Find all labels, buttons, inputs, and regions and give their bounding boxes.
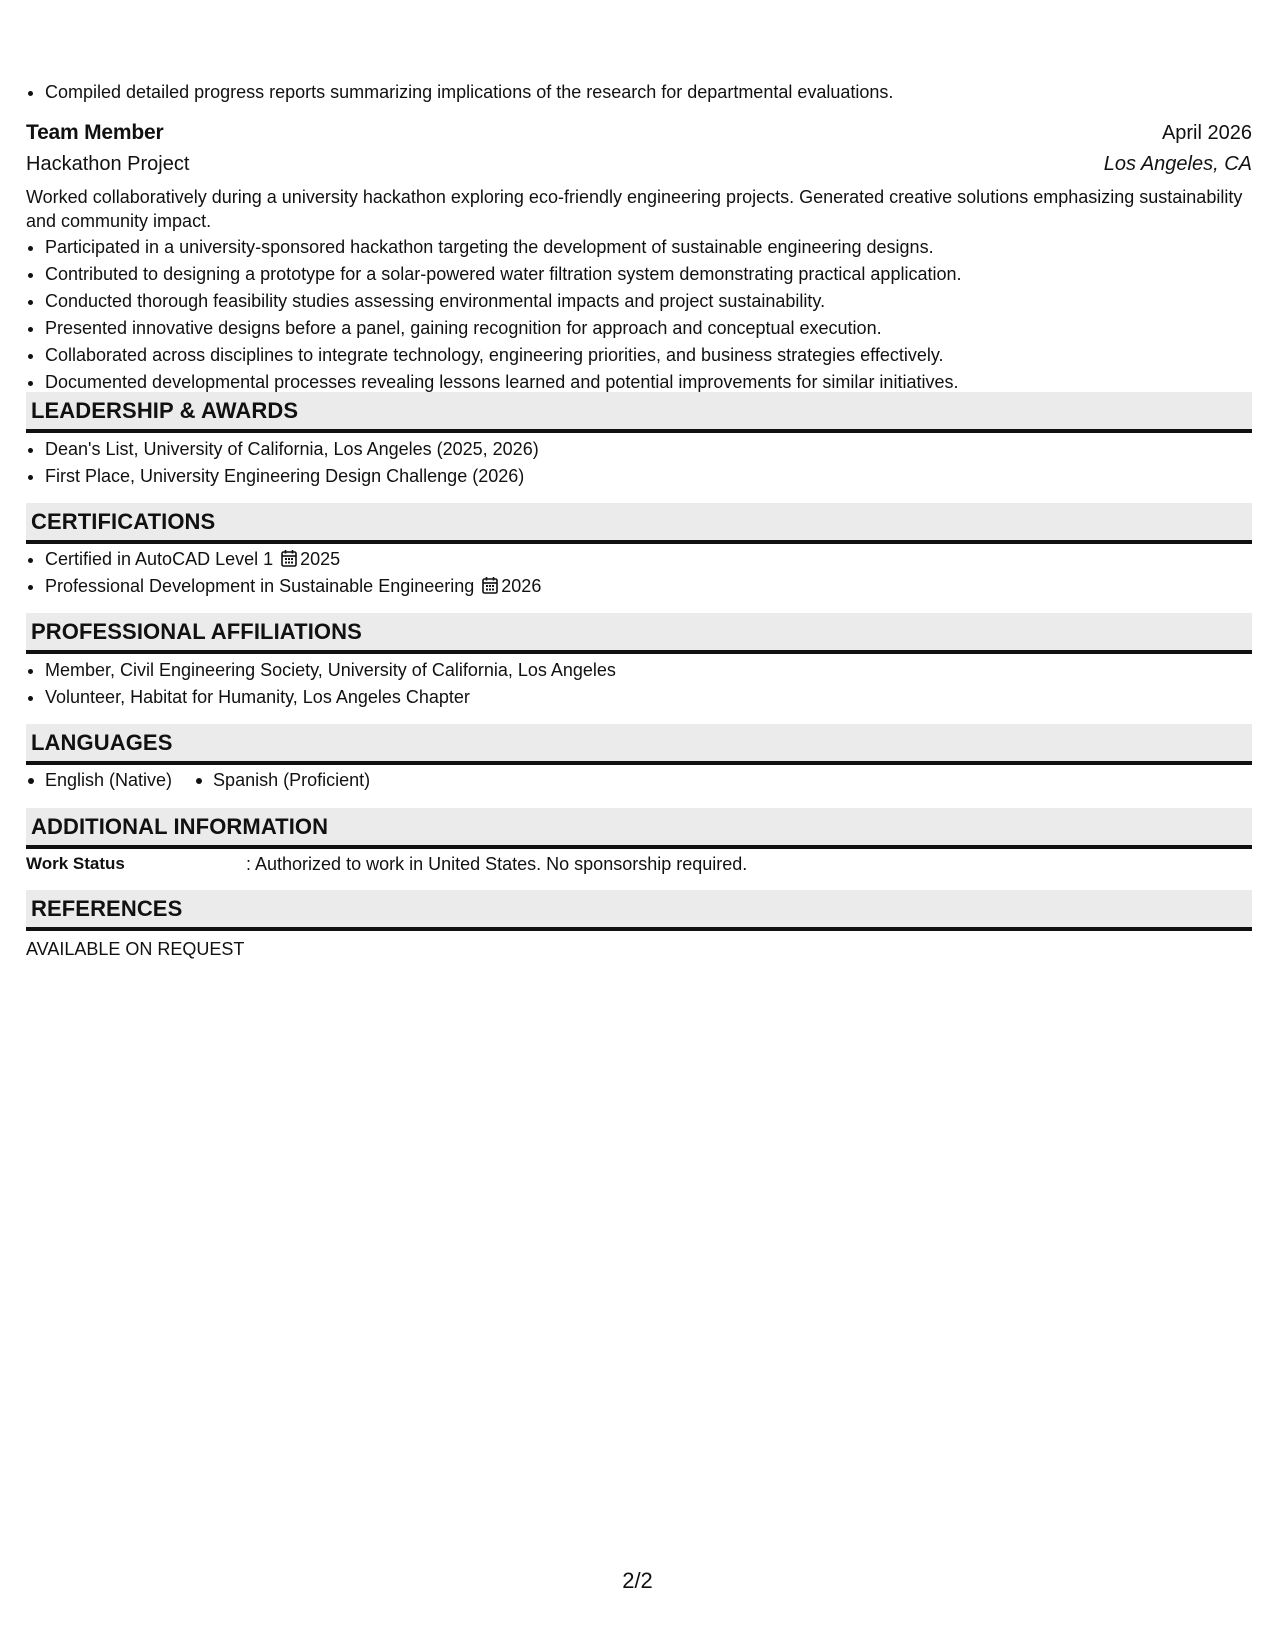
- job-location: Los Angeles, CA: [1103, 153, 1252, 175]
- job-bullets: [26, 234, 1252, 396]
- language-item: English (Native): [26, 767, 172, 794]
- section-heading-affiliations: [26, 613, 1252, 654]
- calendar-icon: [281, 549, 297, 567]
- section-affiliations: [26, 657, 1252, 711]
- list-item: • Presented innovative designs before a panel, gaining recognition for approach and conceptual execution.: [45, 315, 1252, 342]
- list-item: • Contributed to designing a prototype for a solar-powered water filtration system demonstrating practical application.: [45, 261, 1252, 288]
- section-heading-leadership: [26, 392, 1252, 433]
- language-item: Spanish (Proficient): [194, 767, 370, 794]
- list-item: • First Place, University Engineering Design Challenge (2026): [45, 463, 1252, 490]
- certification-year: 2025: [300, 549, 341, 569]
- section-heading-text: CERTIFICATIONS: [31, 509, 216, 534]
- job-title: Team Member: [26, 121, 164, 144]
- list-item: • Compiled detailed progress reports summarizing implications of the research for departmental evaluations.: [45, 79, 1252, 106]
- section-certifications: [26, 546, 1252, 600]
- list-item: • Dean's List, University of California, Los Angeles (2025, 2026): [45, 436, 1252, 463]
- list-item: • Participated in a university-sponsored hackathon targeting the development of sustainable engineering designs.: [45, 234, 1252, 261]
- job-date: April 2026: [1161, 122, 1252, 144]
- previous-job-bullets: [26, 79, 1252, 106]
- references-text: AVAILABLE ON REQUEST: [26, 939, 245, 959]
- section-heading-text: REFERENCES: [31, 896, 183, 921]
- certification-name: Professional Development in Sustainable Engineering: [45, 576, 475, 596]
- certification-year: 2026: [501, 576, 542, 596]
- work-status-label: Work Status: [26, 854, 125, 873]
- work-status-value: : Authorized to work in United States. No sponsorship required.: [246, 854, 748, 874]
- list-item: • Volunteer, Habitat for Humanity, Los Angeles Chapter: [45, 684, 1252, 711]
- list-item: • Member, Civil Engineering Society, University of California, Los Angeles: [45, 657, 1252, 684]
- section-heading-languages: [26, 724, 1252, 765]
- section-heading-additional: [26, 808, 1252, 849]
- job-entry: [26, 118, 1252, 396]
- certification-item: [45, 573, 1252, 600]
- list-item: • Collaborated across disciplines to integrate technology, engineering priorities, and business strategies effectively.: [45, 342, 1252, 369]
- section-references: [26, 936, 1252, 962]
- job-description: Worked collaboratively during a university hackathon exploring eco-friendly engineering projects. Generated creative solutions emphasizing sustainability and community impact.: [26, 187, 1243, 231]
- page-number: 2/2: [622, 1568, 653, 1593]
- certification-name: Certified in AutoCAD Level 1: [45, 549, 274, 569]
- section-heading-references: [26, 890, 1252, 931]
- section-languages: [26, 767, 1252, 794]
- section-heading-text: PROFESSIONAL AFFILIATIONS: [31, 619, 362, 644]
- section-heading-text: LEADERSHIP & AWARDS: [31, 398, 299, 423]
- calendar-icon: [482, 576, 498, 594]
- section-heading-certifications: [26, 503, 1252, 544]
- list-item: • Conducted thorough feasibility studies assessing environmental impacts and project sustainability.: [45, 288, 1252, 315]
- list-item: • Documented developmental processes revealing lessons learned and potential improvements for similar initiatives.: [45, 369, 1252, 396]
- section-additional: [26, 851, 1252, 877]
- section-heading-text: ADDITIONAL INFORMATION: [31, 814, 329, 839]
- section-heading-text: LANGUAGES: [31, 730, 173, 755]
- certification-item: [45, 546, 1252, 573]
- job-organization: Hackathon Project: [26, 153, 190, 175]
- section-leadership: [26, 436, 1252, 490]
